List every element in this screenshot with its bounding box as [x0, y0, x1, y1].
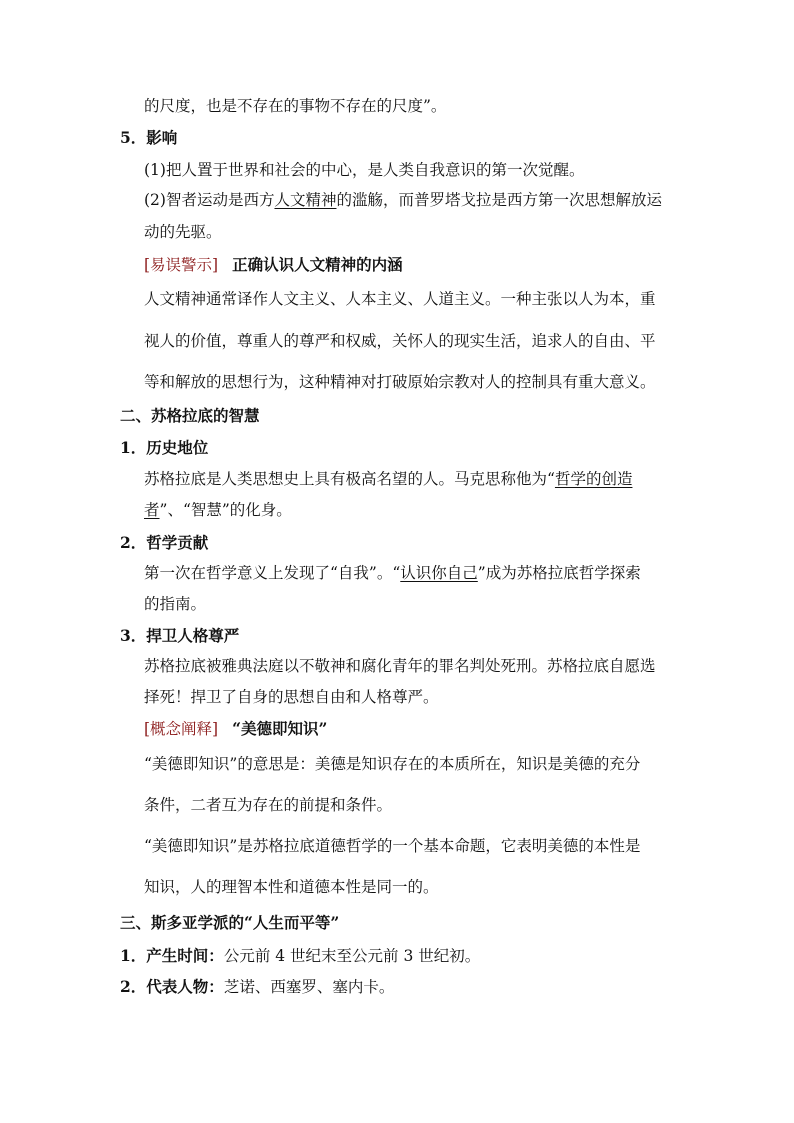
text-line: 的指南。 [144, 595, 207, 613]
text-line: 知识，人的理智本性和道德本性是同一的。 [144, 878, 439, 896]
item-heading [120, 977, 394, 997]
note-heading [144, 719, 327, 739]
item-value: 芝诺、西塞罗、塞内卡。 [223, 978, 395, 996]
item-heading [120, 946, 480, 966]
underlined-term: 人文精神 [274, 191, 337, 209]
text-segment: 的滥觞，而普罗塔戈拉是西方第一次思想解放运 [336, 191, 662, 209]
text-line: 苏格拉底被雅典法庭以不敬神和腐化青年的罪名判处死刑。苏格拉底自愿选 [144, 657, 656, 675]
item-number: 1． [120, 438, 147, 457]
note-tag: [概念阐释] [144, 720, 219, 738]
item-heading [120, 438, 208, 458]
text-segment: (2)智者运动是西方 [144, 191, 275, 209]
text-line [144, 500, 292, 520]
text-line: 人文精神通常译作人文主义、人本主义、人道主义。一种主张以人为本，重 [144, 290, 656, 308]
note-title: “美德即知识” [232, 719, 328, 738]
text-line: “美德即知识”的意思是：美德是知识存在的本质所在，知识是美德的充分 [144, 755, 641, 773]
underlined-term: 者 [144, 501, 160, 519]
text-line [144, 469, 632, 489]
text-line: 择死！捍卫了自身的思想自由和人格尊严。 [144, 688, 439, 706]
item-heading-influence [120, 128, 177, 148]
item-number: 5． [120, 128, 147, 147]
item-number: 2． [120, 533, 147, 552]
section-heading-stoics: 三、斯多亚学派的“人生而平等” [120, 913, 340, 932]
text-line: (1)把人置于世界和社会的中心，是人类自我意识的第一次觉醒。 [144, 161, 585, 179]
underlined-term: 认识你自己 [400, 564, 478, 582]
text-segment: ”、“智慧”的化身。 [159, 501, 292, 519]
item-title: 影响 [146, 128, 178, 147]
item-value: 公元前 4 世纪末至公元前 3 世纪初。 [223, 947, 481, 965]
item-label: 产生时间： [146, 946, 224, 965]
item-title: 哲学贡献 [146, 533, 209, 552]
text-line [144, 563, 641, 583]
text-segment: 苏格拉底是人类思想史上具有极高名望的人。马克思称他为“ [144, 470, 555, 488]
text-line: 等和解放的思想行为，这种精神对打破原始宗教对人的控制具有重大意义。 [144, 373, 656, 391]
text-line: 的尺度，也是不存在的事物不存在的尺度”。 [144, 97, 447, 115]
item-title: 历史地位 [146, 438, 209, 457]
text-line [144, 190, 662, 210]
underlined-term: 哲学的创造 [554, 470, 633, 488]
item-heading [120, 626, 239, 646]
text-line: 条件，二者互为存在的前提和条件。 [144, 796, 393, 814]
note-heading [144, 255, 403, 275]
item-heading [120, 533, 208, 553]
text-line: 视人的价值，尊重人的尊严和权威，关怀人的现实生活，追求人的自由、平 [144, 332, 656, 350]
section-heading-socrates: 二、苏格拉底的智慧 [120, 406, 260, 425]
item-number: 3． [120, 626, 147, 645]
item-title: 捍卫人格尊严 [146, 626, 240, 645]
note-title: 正确认识人文精神的内涵 [232, 255, 403, 274]
text-line: “美德即知识”是苏格拉底道德哲学的一个基本命题，它表明美德的本性是 [144, 837, 641, 855]
text-line: 动的先驱。 [144, 223, 222, 241]
item-number: 1． [120, 946, 147, 965]
text-segment: ”成为苏格拉底哲学探索 [477, 564, 641, 582]
text-segment: 第一次在哲学意义上发现了“自我”。“ [144, 564, 401, 582]
item-number: 2． [120, 977, 147, 996]
note-tag: [易误警示] [144, 256, 219, 274]
item-label: 代表人物： [146, 977, 224, 996]
